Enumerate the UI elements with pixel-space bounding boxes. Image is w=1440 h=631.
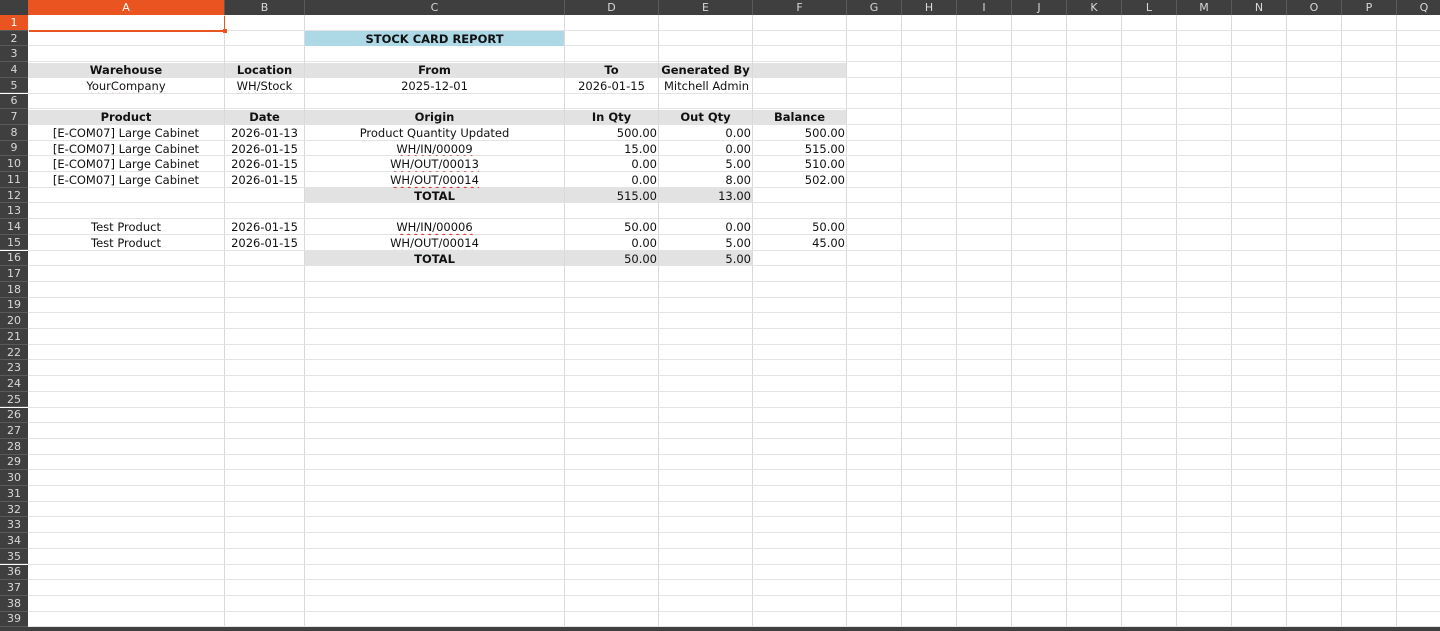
row-header-19[interactable]: 19 — [0, 298, 28, 314]
row-header-12[interactable]: 12 — [0, 188, 28, 204]
column-header-f[interactable]: F — [753, 0, 847, 15]
info-value-cell[interactable] — [225, 78, 304, 93]
info-value-cell-text: YourCompany — [86, 78, 166, 93]
gridline-horizontal — [28, 344, 1440, 345]
gridline-horizontal — [28, 595, 1440, 596]
table-row-cell[interactable] — [565, 220, 658, 235]
info-header-cell-text: To — [604, 63, 619, 78]
row-header-15[interactable]: 15 — [0, 235, 28, 251]
table-row-cell[interactable] — [225, 220, 304, 235]
column-header-h[interactable]: H — [902, 0, 957, 15]
gridline-horizontal — [28, 297, 1440, 298]
info-value-cell-text: WH/Stock — [236, 78, 293, 93]
table-row-cell-text: 500.00 — [616, 125, 657, 140]
table-row-cell[interactable] — [305, 173, 564, 188]
table-row-cell-text: [E-COM07] Large Cabinet — [52, 173, 200, 187]
table-row-cell-text: 2026-01-13 — [231, 125, 298, 140]
table-row-cell-text: 2026-01-15 — [231, 141, 298, 156]
table-row-cell-text: 0.00 — [631, 173, 657, 187]
row-header-17[interactable]: 17 — [0, 266, 28, 282]
table-row-cell-text: WH/IN/00009 — [396, 141, 473, 156]
table-row-cell[interactable] — [659, 141, 752, 156]
table-row-cell-text: 502.00 — [804, 173, 845, 187]
table-header-cell[interactable] — [659, 110, 752, 125]
total-label-cell[interactable] — [305, 251, 564, 266]
table-row-cell-text: 50.00 — [812, 220, 845, 235]
table-row-cell-text: 2026-01-15 — [231, 235, 298, 250]
table-row-cell-text: 5.00 — [725, 157, 751, 172]
total-in-cell-text: 515.00 — [616, 188, 657, 203]
table-row-cell-text: WH/IN/00006 — [396, 220, 473, 235]
gridline-horizontal — [28, 328, 1440, 329]
row-header-10[interactable]: 10 — [0, 156, 28, 172]
info-header-cell[interactable] — [659, 63, 752, 78]
info-value-cell-text: Mitchell Admin — [664, 78, 750, 93]
row-header-36[interactable]: 36 — [0, 565, 28, 581]
table-header-cell[interactable] — [305, 110, 564, 125]
row-header-25[interactable]: 25 — [0, 392, 28, 408]
table-row-cell[interactable] — [753, 235, 846, 250]
table-row-cell[interactable] — [753, 141, 846, 156]
gridline-horizontal — [28, 611, 1440, 612]
column-header-o[interactable]: O — [1287, 0, 1342, 15]
table-row-cell-text: 0.00 — [631, 157, 657, 172]
row-header-2[interactable]: 2 — [0, 31, 28, 47]
table-row-cell[interactable] — [28, 141, 224, 156]
total-in-cell[interactable] — [565, 188, 658, 203]
row-header-38[interactable]: 38 — [0, 596, 28, 612]
table-row-cell-text: 0.00 — [631, 235, 657, 250]
cell-cursor[interactable] — [29, 16, 225, 32]
table-row-cell[interactable] — [659, 157, 752, 172]
table-row-cell-text: 500.00 — [804, 125, 845, 140]
total-in-cell-text: 50.00 — [624, 251, 657, 266]
gridline-horizontal — [28, 501, 1440, 502]
table-row-cell[interactable] — [225, 235, 304, 250]
gridline-horizontal — [28, 564, 1440, 565]
row-header-18[interactable]: 18 — [0, 282, 28, 298]
row-header-29[interactable]: 29 — [0, 455, 28, 471]
table-row-cell[interactable] — [225, 173, 304, 188]
row-header-34[interactable]: 34 — [0, 533, 28, 549]
gridline-horizontal — [28, 375, 1440, 376]
table-row-cell-text: WH/OUT/00014 — [390, 173, 479, 187]
row-header-3[interactable]: 3 — [0, 46, 28, 62]
table-row-cell-text: 15.00 — [624, 141, 657, 156]
row-header-27[interactable]: 27 — [0, 423, 28, 439]
row-header-8[interactable]: 8 — [0, 125, 28, 141]
column-header-k[interactable]: K — [1067, 0, 1122, 15]
row-header-32[interactable]: 32 — [0, 502, 28, 518]
row-header-9[interactable]: 9 — [0, 141, 28, 157]
info-header-cell[interactable] — [28, 63, 224, 78]
gridline-horizontal — [28, 469, 1440, 470]
table-row-cell-text: [E-COM07] Large Cabinet — [52, 141, 200, 156]
column-header-l[interactable]: L — [1122, 0, 1177, 15]
info-value-cell-text: 2026-01-15 — [578, 78, 645, 93]
row-header-13[interactable]: 13 — [0, 203, 28, 219]
table-row-cell-text: 0.00 — [725, 141, 751, 156]
row-header-35[interactable]: 35 — [0, 549, 28, 565]
row-header-37[interactable]: 37 — [0, 580, 28, 596]
total-out-cell-text: 13.00 — [718, 188, 751, 203]
table-row-cell-text: Test Product — [91, 235, 161, 250]
table-row-cell[interactable] — [753, 220, 846, 235]
info-header-cell-text: Warehouse — [89, 63, 163, 78]
table-row-cell-text: 0.00 — [725, 220, 751, 235]
table-row-cell[interactable] — [659, 173, 752, 188]
gridline-horizontal — [28, 312, 1440, 313]
gridline-horizontal — [28, 438, 1440, 439]
gridline-horizontal — [28, 359, 1440, 360]
table-row-cell-text: 515.00 — [804, 141, 845, 156]
table-row-cell[interactable] — [28, 173, 224, 188]
column-header-j[interactable]: J — [1012, 0, 1067, 15]
gridline-horizontal — [28, 422, 1440, 423]
table-row-cell-text: Test Product — [91, 220, 161, 235]
row-header-1[interactable]: 1 — [0, 15, 28, 31]
table-header-cell[interactable] — [565, 110, 658, 125]
info-header-blank-cell[interactable] — [753, 63, 846, 78]
table-row-cell[interactable] — [305, 141, 564, 156]
table-row-cell-text: 8.00 — [725, 173, 751, 187]
column-header-d[interactable]: D — [565, 0, 659, 15]
table-row-cell-text: 2026-01-15 — [231, 173, 298, 187]
table-row-cell[interactable] — [305, 125, 564, 140]
row-header-21[interactable]: 21 — [0, 329, 28, 345]
row-header-4[interactable]: 4 — [0, 62, 28, 78]
row-header-33[interactable]: 33 — [0, 517, 28, 533]
gridline-horizontal — [28, 30, 1440, 31]
table-header-cell-text: Out Qty — [680, 110, 731, 125]
table-header-cell-text: Product — [100, 110, 152, 125]
row-header-26[interactable]: 26 — [0, 408, 28, 424]
total-out-cell-text: 5.00 — [725, 251, 751, 266]
total-label-cell[interactable] — [305, 188, 564, 203]
total-in-cell[interactable] — [565, 251, 658, 266]
info-header-cell[interactable] — [565, 63, 658, 78]
row-header-39[interactable]: 39 — [0, 612, 28, 628]
gridline-horizontal — [28, 407, 1440, 408]
info-header-cell-text: Generated By — [661, 63, 750, 78]
table-header-cell-text: In Qty — [591, 110, 632, 125]
total-label-cell-text: TOTAL — [414, 188, 455, 203]
table-header-cell-text: Date — [249, 110, 280, 125]
gridline-horizontal — [28, 391, 1440, 392]
horizontal-scrollbar[interactable] — [0, 627, 1440, 631]
column-header-n[interactable]: N — [1232, 0, 1287, 15]
row-header-22[interactable]: 22 — [0, 345, 28, 361]
column-header-b[interactable]: B — [225, 0, 305, 15]
info-header-cell-text: From — [418, 63, 451, 78]
row-header-28[interactable]: 28 — [0, 439, 28, 455]
info-header-cell[interactable] — [305, 63, 564, 78]
table-row-cell[interactable] — [305, 235, 564, 250]
info-header-cell[interactable] — [225, 63, 304, 78]
table-row-cell[interactable] — [225, 125, 304, 140]
row-header-16[interactable]: 16 — [0, 251, 28, 267]
table-header-cell[interactable] — [753, 110, 846, 125]
gridline-horizontal — [28, 45, 1440, 46]
column-header-e[interactable]: E — [659, 0, 753, 15]
table-header-cell-text: Origin — [414, 110, 455, 125]
gridline-horizontal — [28, 532, 1440, 533]
table-row-cell[interactable] — [659, 125, 752, 140]
info-header-cell-text: Location — [236, 63, 293, 78]
table-row-cell[interactable] — [659, 220, 752, 235]
table-row-cell-text: 2026-01-15 — [231, 157, 298, 172]
row-header-24[interactable]: 24 — [0, 376, 28, 392]
table-row-cell[interactable] — [659, 235, 752, 250]
table-header-cell-text: Balance — [773, 110, 826, 125]
table-header-cell[interactable] — [28, 110, 224, 125]
column-header-q[interactable]: Q — [1397, 0, 1440, 15]
row-header-23[interactable]: 23 — [0, 360, 28, 376]
row-header-30[interactable]: 30 — [0, 470, 28, 486]
table-row-cell[interactable] — [28, 220, 224, 235]
table-row-cell[interactable] — [565, 125, 658, 140]
column-header-c[interactable]: C — [305, 0, 565, 15]
column-header-i[interactable]: I — [957, 0, 1012, 15]
report-title-cell[interactable] — [305, 31, 564, 46]
table-row-cell-text: 0.00 — [725, 125, 751, 140]
table-row-cell[interactable] — [305, 220, 564, 235]
row-header-7[interactable]: 7 — [0, 109, 28, 125]
table-row-cell-text: 45.00 — [812, 235, 845, 250]
table-row-cell-text: 5.00 — [725, 235, 751, 250]
info-value-cell[interactable] — [28, 78, 224, 93]
info-value-cell[interactable] — [659, 78, 752, 93]
row-header-6[interactable]: 6 — [0, 94, 28, 110]
report-title-cell-text: STOCK CARD REPORT — [365, 31, 504, 46]
table-row-cell-text: 50.00 — [624, 220, 657, 235]
table-row-cell[interactable] — [225, 141, 304, 156]
column-header-p[interactable]: P — [1342, 0, 1397, 15]
total-out-cell[interactable] — [659, 251, 752, 266]
column-header-g[interactable]: G — [847, 0, 902, 15]
table-row-cell[interactable] — [753, 173, 846, 188]
column-header-a[interactable]: A — [28, 0, 225, 15]
info-value-cell[interactable] — [305, 78, 564, 93]
table-row-cell[interactable] — [305, 157, 564, 172]
table-row-cell-text: [E-COM07] Large Cabinet — [52, 125, 200, 140]
table-header-cell[interactable] — [225, 110, 304, 125]
table-row-cell[interactable] — [753, 157, 846, 172]
table-row-cell-text: Product Quantity Updated — [359, 125, 510, 140]
row-header-14[interactable]: 14 — [0, 219, 28, 235]
row-header-31[interactable]: 31 — [0, 486, 28, 502]
table-row-cell[interactable] — [225, 157, 304, 172]
table-row-cell[interactable] — [28, 235, 224, 250]
table-row-cell-text: 2026-01-15 — [231, 220, 298, 235]
gridline-horizontal — [28, 485, 1440, 486]
table-row-cell[interactable] — [565, 157, 658, 172]
table-row-cell[interactable] — [28, 125, 224, 140]
table-row-cell[interactable] — [753, 125, 846, 140]
total-out-cell[interactable] — [659, 188, 752, 203]
table-row-cell[interactable] — [28, 157, 224, 172]
table-row-cell[interactable] — [565, 235, 658, 250]
table-row-cell[interactable] — [565, 141, 658, 156]
row-header-5[interactable]: 5 — [0, 78, 28, 94]
row-header-11[interactable]: 11 — [0, 172, 28, 188]
table-row-cell[interactable] — [565, 173, 658, 188]
select-all-corner[interactable] — [0, 0, 28, 15]
gridline-horizontal — [28, 579, 1440, 580]
table-row-cell-text: 510.00 — [804, 157, 845, 172]
gridline-horizontal — [28, 454, 1440, 455]
table-row-cell-text: [E-COM07] Large Cabinet — [52, 157, 200, 172]
gridline-horizontal — [28, 548, 1440, 549]
gridline-horizontal — [28, 281, 1440, 282]
column-header-m[interactable]: M — [1177, 0, 1232, 15]
info-value-cell[interactable] — [565, 78, 658, 93]
total-label-cell-text: TOTAL — [414, 251, 455, 266]
gridline-horizontal — [28, 516, 1440, 517]
row-header-20[interactable]: 20 — [0, 313, 28, 329]
table-row-cell-text: WH/OUT/00013 — [390, 157, 479, 172]
info-value-cell-text: 2025-12-01 — [401, 78, 468, 93]
table-row-cell-text: WH/OUT/00014 — [390, 235, 479, 250]
